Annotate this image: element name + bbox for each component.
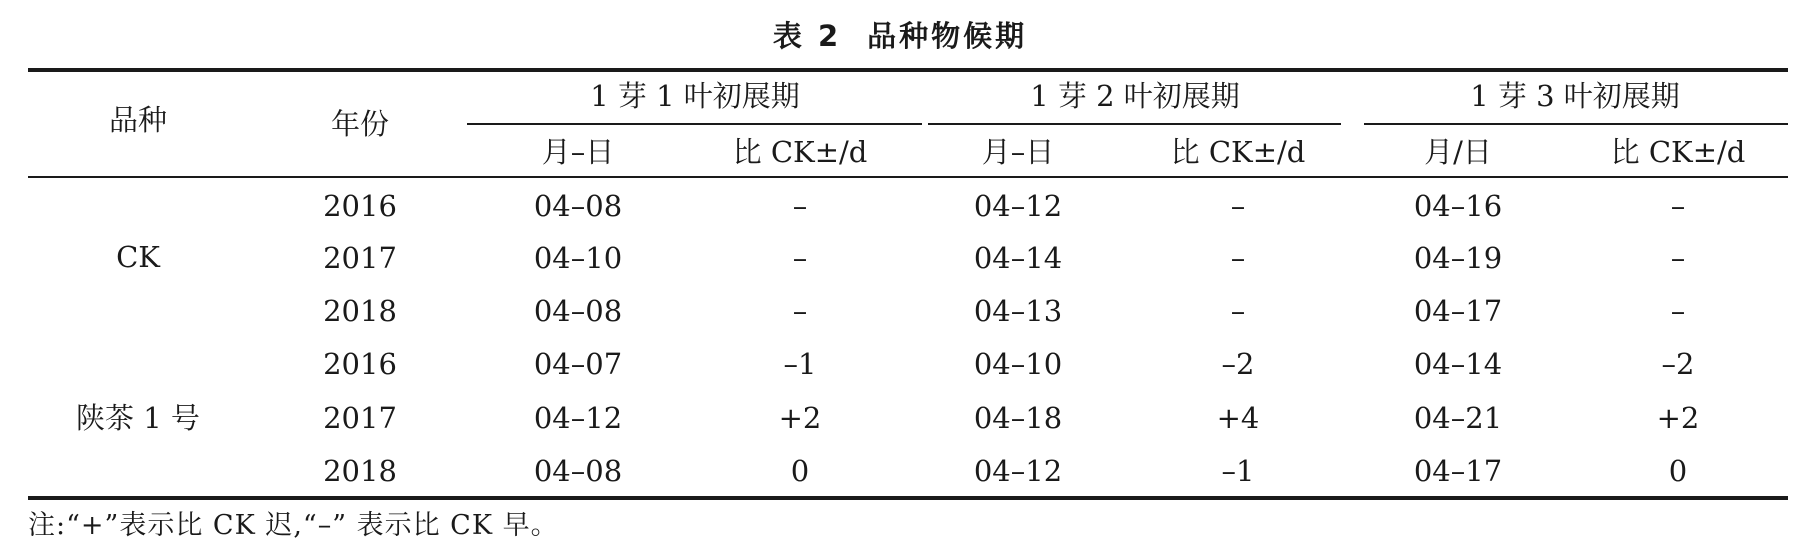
variety-label-ck: CK	[116, 240, 160, 274]
data-cell: 04–17	[1413, 454, 1503, 488]
header-g2-diff: 比 CK±/d	[1170, 135, 1306, 169]
data-cell: 04–08	[533, 454, 623, 488]
data-cell: –	[1670, 189, 1686, 223]
table-number: 表 2	[772, 19, 842, 53]
data-cell: 04–16	[1413, 189, 1503, 223]
data-cell: +2	[1656, 401, 1700, 435]
data-cell: –	[792, 189, 808, 223]
table-caption	[0, 14, 1800, 55]
data-cell: 04–12	[533, 401, 623, 435]
header-g3-diff: 比 CK±/d	[1610, 135, 1746, 169]
header-g3-date: 月/日	[1424, 135, 1492, 169]
data-cell: 04–12	[973, 454, 1063, 488]
group-1-underline	[467, 123, 922, 125]
header-group-1: 1 芽 1 叶初展期	[590, 79, 800, 113]
data-cell: 04–08	[533, 189, 623, 223]
year-cell: 2016	[323, 189, 397, 223]
header-group-2: 1 芽 2 叶初展期	[1030, 79, 1240, 113]
data-cell: –2	[1661, 347, 1695, 381]
data-cell: 04–10	[533, 241, 623, 275]
header-year: 年份	[330, 107, 389, 141]
table-header-rule	[28, 176, 1788, 178]
data-cell: +2	[778, 401, 822, 435]
data-cell: 04–14	[973, 241, 1063, 275]
header-g2-date: 月–日	[981, 135, 1055, 169]
header-g1-diff: 比 CK±/d	[732, 135, 868, 169]
data-cell: 04–21	[1413, 401, 1503, 435]
data-cell: 0	[1668, 454, 1688, 488]
table-note: 注:“+”表示比 CK 迟,“–” 表示比 CK 早。	[28, 510, 559, 541]
data-cell: 04–13	[973, 294, 1063, 328]
data-cell: –1	[1221, 454, 1255, 488]
year-cell: 2016	[323, 347, 397, 381]
data-cell: –	[1670, 294, 1686, 328]
data-cell: 04–07	[533, 347, 623, 381]
header-g1-date: 月–日	[541, 135, 615, 169]
data-cell: –	[1230, 189, 1246, 223]
header-group-3: 1 芽 3 叶初展期	[1470, 79, 1680, 113]
data-cell: –	[792, 241, 808, 275]
data-cell: 04–14	[1413, 347, 1503, 381]
data-cell: –	[792, 294, 808, 328]
group-3-underline	[1364, 123, 1788, 125]
data-cell: –	[1230, 294, 1246, 328]
data-cell: 0	[790, 454, 810, 488]
data-cell: 04–10	[973, 347, 1063, 381]
data-cell: 04–17	[1413, 294, 1503, 328]
header-variety: 品种	[108, 103, 167, 137]
data-cell: –	[1670, 241, 1686, 275]
data-cell: –	[1230, 241, 1246, 275]
data-cell: 04–12	[973, 189, 1063, 223]
data-cell: –2	[1221, 347, 1255, 381]
data-cell: –1	[783, 347, 817, 381]
data-cell: +4	[1216, 401, 1260, 435]
data-cell: 04–08	[533, 294, 623, 328]
table-top-rule	[28, 68, 1788, 72]
year-cell: 2017	[323, 241, 397, 275]
data-cell: 04–19	[1413, 241, 1503, 275]
table-title: 品种物候期	[867, 19, 1028, 53]
year-cell: 2017	[323, 401, 397, 435]
variety-label-shaancha-1: 陕茶 1 号	[76, 401, 200, 435]
year-cell: 2018	[323, 454, 397, 488]
data-cell: 04–18	[973, 401, 1063, 435]
group-2-underline	[928, 123, 1341, 125]
table-bottom-rule	[28, 496, 1788, 500]
year-cell: 2018	[323, 294, 397, 328]
